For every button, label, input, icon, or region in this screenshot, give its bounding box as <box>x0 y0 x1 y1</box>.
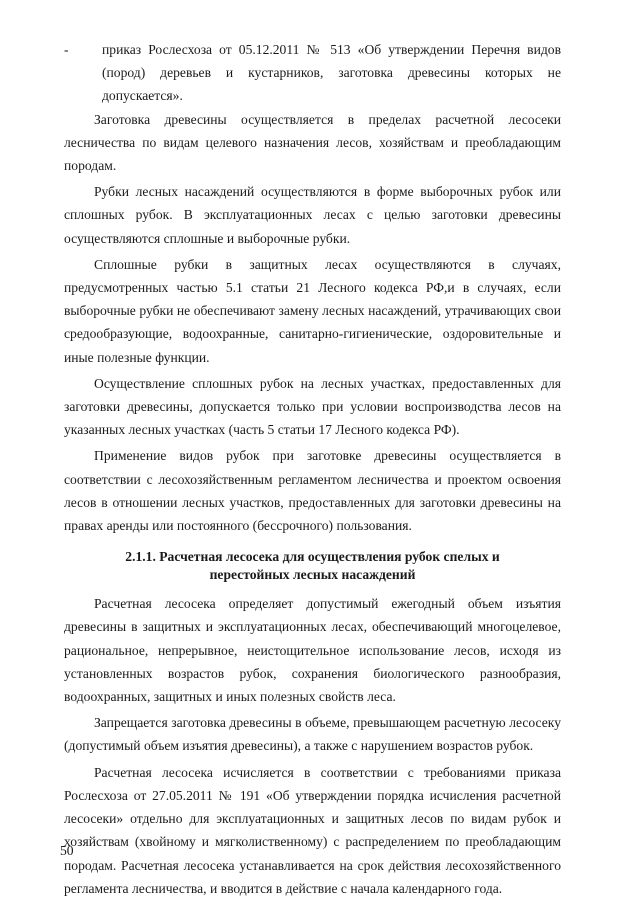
paragraph: Запрещается заготовка древесины в объеме, превышающем расчетную лесосеку (допустимый объем изъятия древесины), а также с нарушением возрастов рубок. <box>64 715 561 754</box>
bullet-text: приказ Рослесхоза от 05.12.2011 № 513 «Об утверждении Перечня видов (пород) деревьев и кустарников, заготовка древесины которых не допускается». <box>102 42 561 104</box>
page-number: 50 <box>60 843 74 858</box>
paragraph: Рубки лесных насаждений осуществляются в форме выборочных рубок или сплошных рубок. В эксплуатационных лесах с целью заготовки древесины осуществляются сплошные и выборочные рубки. <box>64 184 561 246</box>
bullet-marker: - <box>64 42 69 57</box>
paragraph: Сплошные рубки в защитных лесах осуществляются в случаях, предусмотренных частью 5.1 статьи 21 Лесного кодекса РФ,и в случаях, если выборочные рубки не обеспечивают замену лесных насаждений, утрачивающих свои средообразующие, водоохранные, санитарно-гигиенические, оздоровительные и иные полезные функции. <box>64 256 561 365</box>
paragraph: Заготовка древесины осуществляется в пределах расчетной лесосеки лесничества по видам целевого назначения лесов, хозяйствам и преобладающим породам. <box>64 111 561 174</box>
paragraph: Осуществление сплошных рубок на лесных участках, предоставленных для заготовки древесины, допускается только при условии воспроизводства лесов на указанных лесных участках (часть 5 статьи 17 Лесного кодекса РФ). <box>64 375 561 438</box>
paragraph: Расчетная лесосека определяет допустимый ежегодный объем изъятия древесины в защитных и эксплуатационных лесах, обеспечивающий многоцелевое, рациональное, непрерывное, неистощительное использование лесов, исходя из установленных возрастов рубок, сохранения биологического разнообразия, водоохранных, защитных и иных полезных свойств леса. <box>64 596 561 705</box>
bullet-item <box>64 38 561 108</box>
main-text <box>64 38 561 903</box>
paragraph: Применение видов рубок при заготовке древесины осуществляется в соответствии с лесохозяйственным регламентом лесничества и проектом освоения лесов в отношении лесных участков, предоставленных для заготовки древесины на правах аренды или постоянного (бессрочного) пользования. <box>64 448 561 534</box>
paragraph: Расчетная лесосека исчисляется в соответствии с требованиями приказа Рослесхоза от 27.05.2011 № 191 «Об утверждении порядка исчисления расчетной лесосеки» отдельно для эксплуатационных и защитных лесов по видам рубок и хозяйствам (хвойному и мягколиственному) с распределением по преобладающим породам. Расчетная лесосека устанавливается на срок действия лесохозяйственного регламента лесничества, и вводится в действие с начала календарного года. <box>64 764 561 896</box>
section-heading: 2.1.1. Расчетная лесосека для осуществления рубок спелых и перестойных лесных насаждений <box>125 549 500 583</box>
